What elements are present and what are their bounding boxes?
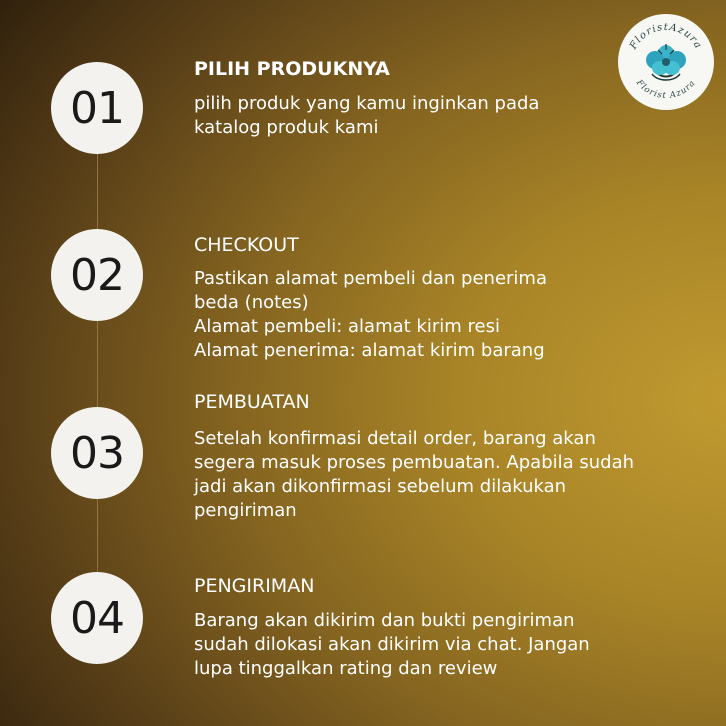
step-number-circle [51,229,143,321]
step-number-circle [51,572,143,664]
step-description [194,609,694,681]
step-description-line: beda (notes) [194,292,309,313]
step-description-line: Alamat pembeli: alamat kirim resi [194,316,500,337]
step-description-line: sudah dilokasi akan dikirim via chat. Jangan [194,634,590,655]
step-description [194,267,694,363]
step-number: 01 [70,82,124,134]
step-title: CHECKOUT [194,234,299,256]
logo-text-top: FloristAzura [628,21,704,52]
step-title: PENGIRIMAN [194,575,315,597]
step-number: 02 [70,249,124,301]
step-number: 04 [70,592,124,644]
step-title: PILIH PRODUKNYA [194,58,390,80]
step-description-line: lupa tinggalkan rating dan review [194,658,498,679]
step-description-line: pengiriman [194,500,297,521]
step-title: PEMBUATAN [194,391,310,413]
step-number-circle [51,62,143,154]
step-number-circle [51,407,143,499]
step-description-line: jadi akan dikonfirmasi sebelum dilakukan [194,476,567,497]
step-description [194,427,694,523]
step-description-line: Barang akan dikirim dan bukti pengiriman [194,610,575,631]
svg-text:Florist Azura [633,77,698,101]
step-number: 03 [70,427,124,479]
logo-emblem-icon [618,14,714,110]
flower-icon [646,44,686,80]
florist-azura-logo [618,14,714,110]
step-description-line: segera masuk proses pembuatan. Apabila sudah [194,452,635,473]
step-description-line: Pastikan alamat pembeli dan penerima [194,268,547,289]
logo-text-bottom: Florist Azura [634,78,698,102]
step-description-line: katalog produk kami [194,117,379,138]
step-description [194,92,694,140]
step-description-line: Setelah konfirmasi detail order, barang akan [194,428,596,449]
step-description-line: Alamat penerima: alamat kirim barang [194,340,545,361]
step-description-line: pilih produk yang kamu inginkan pada [194,93,540,114]
timeline-connector [97,105,98,625]
